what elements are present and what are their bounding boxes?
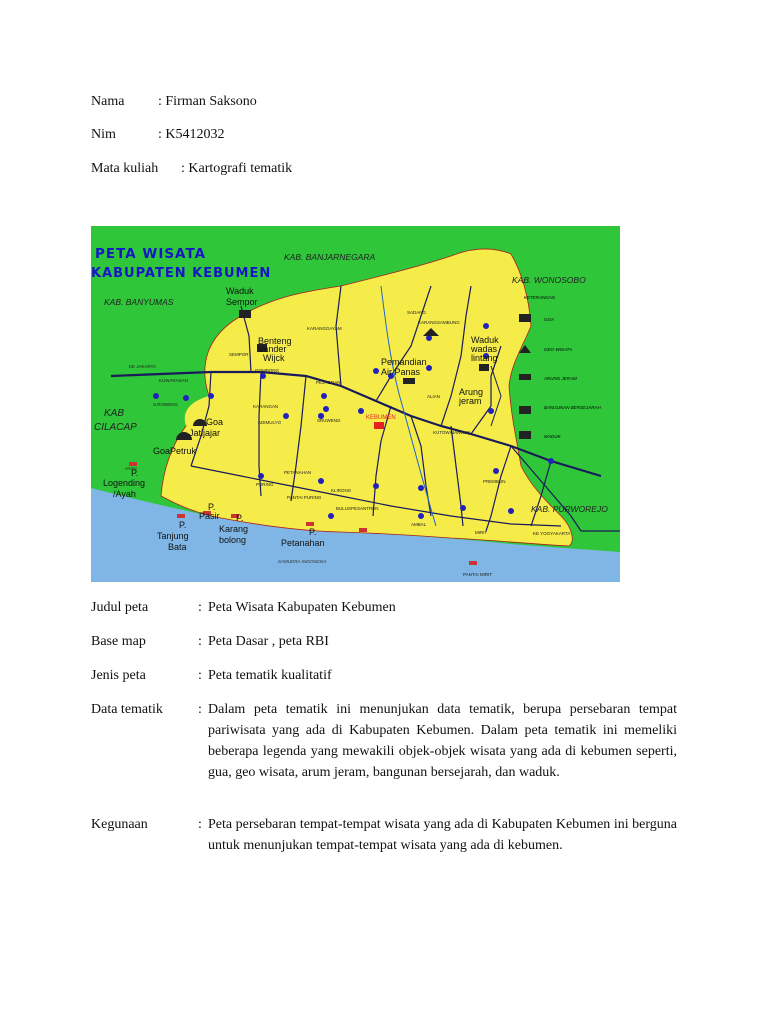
label-mirit: MIRIT bbox=[475, 530, 488, 535]
label-tanjung-3: Bata bbox=[168, 542, 187, 552]
field-colon: : bbox=[198, 668, 202, 683]
tourism-map bbox=[91, 226, 620, 582]
legend-title: KETERANGAN bbox=[524, 295, 556, 300]
label-karangsambung: KARANGSAMBUNG bbox=[418, 320, 460, 325]
field-colon: : bbox=[198, 600, 202, 615]
label-tanjung-2: Tanjung bbox=[157, 531, 189, 541]
field-label: Kegunaan bbox=[91, 817, 148, 832]
label-logending-3: /Ayah bbox=[113, 489, 136, 499]
label-goa-jatijajar-2: Jatijajar bbox=[189, 428, 221, 438]
label-tanjung-1: P. bbox=[179, 520, 187, 530]
legend-item-geo-wisata: GEO-WISATA bbox=[544, 347, 573, 352]
label-buluspesantren: BULUSPESANTREN bbox=[336, 506, 379, 511]
field-label: Base map bbox=[91, 634, 146, 649]
label-kebumen-city: KEBUMEN bbox=[366, 415, 396, 421]
nim-value: : K5412032 bbox=[158, 127, 225, 142]
field-value: Peta persebaran tempat-tempat wisata yang ada di Kabupaten Kebumen ini berguna untuk menunjukan tempat-tempat wisata yang ada di kebumen. bbox=[208, 817, 677, 853]
bangunan-bersejarah-icon bbox=[519, 406, 531, 414]
label-cilacap-2: CILACAP bbox=[94, 422, 137, 433]
nama-label: Nama bbox=[91, 94, 125, 109]
waduk-icon bbox=[519, 431, 531, 439]
label-prembun: PREMBUN bbox=[483, 479, 506, 484]
label-waduk-wadas-1: Waduk bbox=[471, 335, 499, 345]
label-gombong: GOMBONG bbox=[255, 368, 280, 373]
field-colon: : bbox=[198, 702, 202, 717]
label-pemandian-1: Pemandian bbox=[381, 357, 427, 367]
field-label: Judul peta bbox=[91, 600, 149, 615]
label-karanggayam: KARANGGAYAM bbox=[307, 326, 342, 331]
label-yogyakarta: KE YOGYAKARTA bbox=[533, 531, 571, 536]
label-logending-1: P. bbox=[131, 468, 139, 478]
label-kuwarasan: KUWARASAN bbox=[159, 378, 188, 383]
label-arung-1: Arung bbox=[459, 387, 484, 397]
label-banyumas: KAB. BANYUMAS bbox=[104, 297, 174, 307]
legend-item-waduk: WADUK bbox=[544, 434, 561, 439]
label-adimulyo: ADIMULYO bbox=[258, 420, 282, 425]
label-karang-1: P. bbox=[236, 513, 244, 523]
field-value: Dalam peta tematik ini menunjukan data tematik, berupa persebaran tempat pariwisata yang ada di Kabupaten Kebumen. Dalam peta tematik ini memeliki beberapa legenda yang mewakili objek-objek wisata yang ada di kebumen seperti, gua, geo wisata, arum jeram, bangunan bersejarah, dan waduk. bbox=[208, 702, 677, 780]
label-pejagoan: PEJAGOAN bbox=[316, 380, 341, 385]
map-title-line2: KABUPATEN KEBUMEN bbox=[91, 266, 272, 281]
nama-value: : Firman Saksono bbox=[158, 94, 257, 109]
label-pemandian-2: Air Panas bbox=[381, 367, 421, 377]
arung-jeram-icon bbox=[519, 374, 531, 380]
matkul-label: Mata kuliah bbox=[91, 161, 159, 176]
label-kutowinangun: KUTOWINANGUN bbox=[433, 430, 471, 435]
field-label: Data tematik bbox=[91, 702, 163, 717]
field-colon: : bbox=[198, 817, 202, 832]
label-ayah: AYAH bbox=[125, 466, 137, 471]
label-waduk-sempor-1: Waduk bbox=[226, 286, 254, 296]
label-wonosobo: KAB. WONOSOBO bbox=[512, 275, 586, 285]
label-goa-petruk: GoaPetruk bbox=[153, 446, 197, 456]
legend-item-goa: GOA bbox=[544, 317, 555, 322]
label-karang-3: bolong bbox=[219, 535, 247, 545]
field-colon: : bbox=[198, 634, 202, 649]
map-title-line1: PETA WISATA bbox=[95, 246, 207, 262]
field-value: Peta Dasar , peta RBI bbox=[208, 634, 329, 649]
label-pasir-2: Pasir bbox=[199, 511, 220, 521]
label-klirong: KLIRONG bbox=[331, 488, 352, 493]
label-pantai-mirit: PANTAI MIRIT bbox=[463, 572, 493, 577]
label-benteng-3: Wijck bbox=[263, 353, 285, 363]
label-alian: ALIAN bbox=[427, 394, 441, 399]
label-karangan: KARANGAN bbox=[253, 404, 279, 409]
label-sadang: SADANG bbox=[407, 310, 427, 315]
label-petanahan-2: Petanahan bbox=[281, 538, 325, 548]
field-value: Peta tematik kualitatif bbox=[208, 668, 332, 683]
label-waduk-sempor-2: Sempor bbox=[226, 297, 258, 307]
label-ambal: AMBAL bbox=[411, 522, 427, 527]
label-benteng-2: Vander bbox=[258, 344, 287, 354]
label-banjarnegara: KAB. BANJARNEGARA bbox=[284, 252, 376, 262]
goa-icon bbox=[519, 314, 531, 322]
label-benteng-1: Benteng bbox=[258, 336, 292, 346]
label-jakarta: KE JAKARTA bbox=[129, 364, 157, 369]
label-puring: PURING bbox=[256, 482, 274, 487]
legend-item-arung-jeram: ARUNG JERAM bbox=[544, 376, 577, 381]
legend-item-bangunan-bersejarah: BANGUNAN BERSEJARAH bbox=[544, 405, 601, 410]
label-pasir-1: P. bbox=[208, 502, 216, 512]
nim-label: Nim bbox=[91, 127, 116, 142]
label-goa-jatijajar-1: Goa bbox=[206, 417, 224, 427]
label-waduk-wadas-2: wadas bbox=[471, 344, 498, 354]
label-petanahan-1: P. bbox=[309, 527, 317, 537]
label-sruweng: SRUWENG bbox=[317, 418, 341, 423]
label-logending-2: Logending bbox=[103, 478, 146, 488]
label-pantai-puring: PANTAI PURING bbox=[287, 495, 322, 500]
label-arung-2: jeram bbox=[459, 396, 482, 406]
label-purworejo: KAB. PURWOREJO bbox=[531, 504, 608, 514]
field-label: Jenis peta bbox=[91, 668, 146, 683]
label-karang-2: Karang bbox=[219, 524, 249, 534]
kebumen-city-marker bbox=[374, 422, 384, 429]
label-sempor: SEMPOR bbox=[229, 352, 249, 357]
field-value: Peta Wisata Kabupaten Kebumen bbox=[208, 600, 396, 615]
matkul-value: : Kartografi tematik bbox=[181, 161, 293, 176]
label-cilacap-1: KAB bbox=[104, 408, 125, 419]
label-petanahan-district: PETANAHAN bbox=[284, 470, 312, 475]
label-samudra: SAMUDRA INDONESIA bbox=[278, 559, 327, 564]
label-sroweng: S.ROWENG bbox=[153, 402, 179, 407]
label-waduk-wadas-3: lintang bbox=[471, 353, 498, 363]
